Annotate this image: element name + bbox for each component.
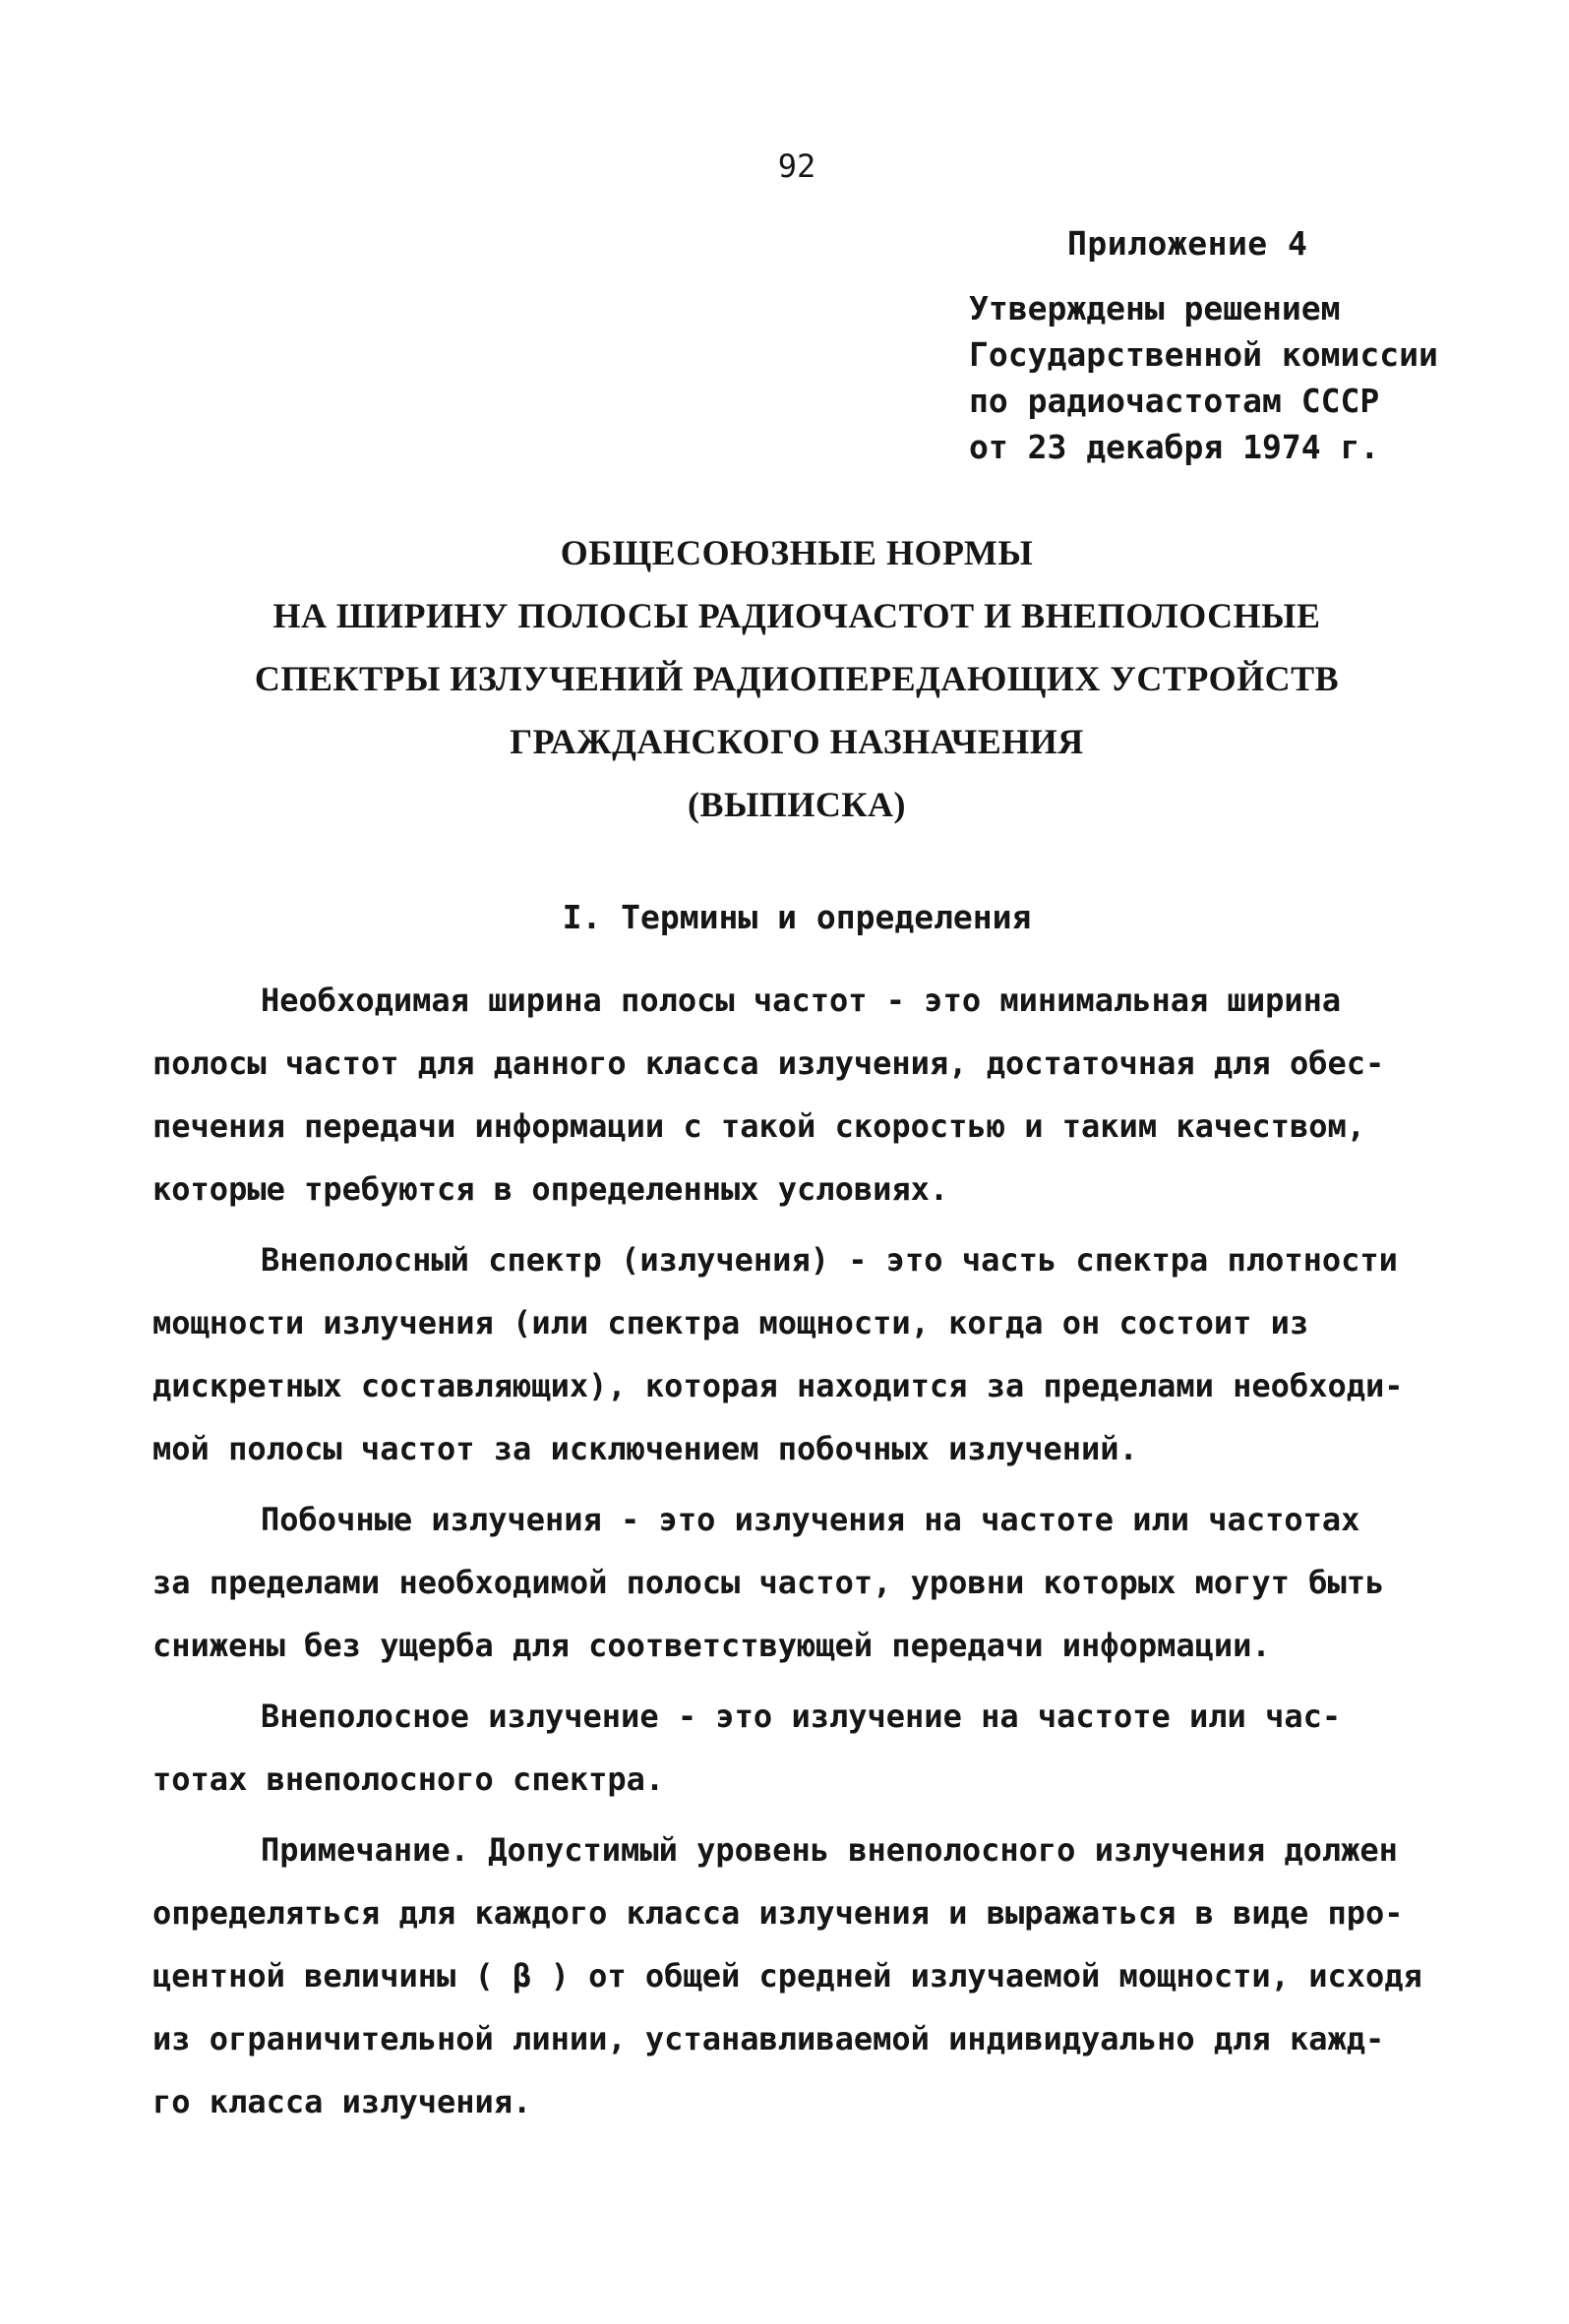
approval-line: Государственной комиссии bbox=[969, 335, 1438, 374]
text-line: определяться для каждого класса излучения и выражаться в виде про- bbox=[152, 1894, 1404, 1932]
approval-block bbox=[969, 285, 1438, 470]
section-heading: I. Термины и определения bbox=[562, 898, 1032, 936]
approval-line: Утверждены решением bbox=[969, 289, 1341, 328]
text-line: мощности излучения (или спектра мощности, когда он состоит из bbox=[152, 1304, 1309, 1341]
text-line: Внеполосный спектр (излучения) - это часть спектра плотности bbox=[261, 1241, 1398, 1279]
text-line: мой полосы частот за исключением побочных излучений. bbox=[152, 1430, 1138, 1467]
title-line: НА ШИРИНУ ПОЛОСЫ РАДИОЧАСТОТ И ВНЕПОЛОСНЫЕ bbox=[272, 596, 1321, 635]
document-title bbox=[0, 521, 1569, 836]
appendix-label: Приложение 4 bbox=[1067, 224, 1308, 263]
approval-line: от 23 декабря 1974 г. bbox=[969, 428, 1380, 466]
paragraph-note bbox=[152, 1818, 1451, 2133]
paragraph-spurious-emissions bbox=[152, 1488, 1451, 1677]
text-line: из ограничительной линии, устанавливаемой индивидуально для кажд- bbox=[152, 2020, 1385, 2057]
page-number: 92 bbox=[777, 148, 816, 185]
text-line: снижены без ущерба для соответствующей передачи информации. bbox=[152, 1627, 1271, 1664]
title-line: ОБЩЕСОЮЗНЫЕ НОРМЫ bbox=[560, 533, 1034, 572]
paragraph-necessary-bandwidth bbox=[152, 969, 1451, 1221]
paragraph-out-of-band-emission bbox=[152, 1685, 1451, 1811]
text-line: Необходимая ширина полосы частот - это минимальная ширина bbox=[261, 982, 1342, 1019]
paragraph-out-of-band-spectrum bbox=[152, 1228, 1451, 1480]
text-line: Примечание. Допустимый уровень внеполосного излучения должен bbox=[261, 1831, 1398, 1869]
title-line: (ВЫПИСКА) bbox=[688, 785, 906, 824]
text-line: го класса излучения. bbox=[152, 2083, 532, 2120]
text-line: Побочные излучения - это излучения на частоте или частотах bbox=[261, 1501, 1360, 1538]
title-line: ГРАЖДАНСКОГО НАЗНАЧЕНИЯ bbox=[510, 722, 1084, 761]
body-text bbox=[152, 969, 1451, 2141]
title-line: СПЕКТРЫ ИЗЛУЧЕНИЙ РАДИОПЕРЕДАЮЩИХ УСТРОЙСТВ bbox=[254, 659, 1340, 698]
approval-line: по радиочастотам СССР bbox=[969, 382, 1380, 420]
text-line: полосы частот для данного класса излучения, достаточная для обес- bbox=[152, 1044, 1385, 1082]
text-line: центной величины ( β ) от общей средней излучаемой мощности, исходя bbox=[152, 1957, 1422, 1995]
text-line: дискретных составляющих), которая находится за пределами необходи- bbox=[152, 1367, 1404, 1404]
text-line: тотах внеполосного спектра. bbox=[152, 1760, 665, 1798]
text-line: которые требуются в определенных условиях. bbox=[152, 1170, 949, 1208]
text-line: печения передачи информации с такой скоростью и таким качеством, bbox=[152, 1107, 1365, 1145]
text-line: Внеполосное излучение - это излучение на частоте или час- bbox=[261, 1698, 1342, 1735]
text-line: за пределами необходимой полосы частот, уровни которых могут быть bbox=[152, 1564, 1385, 1601]
